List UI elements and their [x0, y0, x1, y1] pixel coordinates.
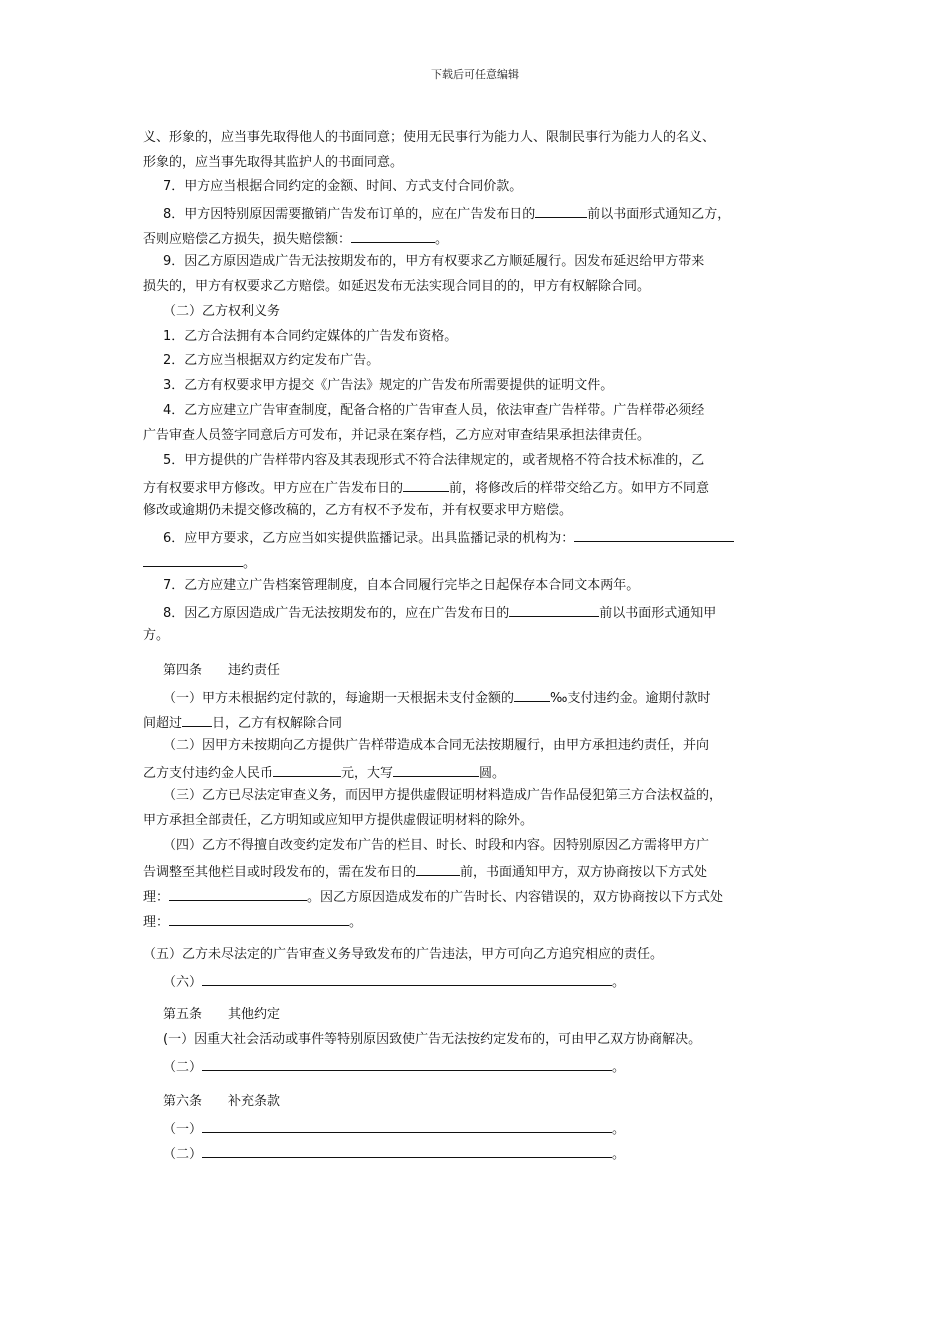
- paragraph-line: 间超过 日，乙方有权解除合同: [143, 712, 342, 733]
- clause-line: （一） 。: [163, 1118, 625, 1139]
- blank-field[interactable]: [169, 886, 307, 901]
- blank-field[interactable]: [169, 911, 349, 926]
- paragraph-line: 方有权要求甲方修改。甲方应在广告发布日的 前，将修改后的样带交给乙方。如甲方不同意: [143, 477, 709, 498]
- paragraph-line: 理： 。: [143, 911, 362, 932]
- blank-field[interactable]: [273, 762, 341, 777]
- paragraph-line: 形象的，应当事先取得其监护人的书面同意。: [143, 155, 404, 170]
- paragraph-line: 损失的，甲方有权要求乙方赔偿。如延迟发布无法实现合同目的的，甲方有权解除合同。: [143, 279, 651, 294]
- paragraph-line: 告调整至其他栏目或时段发布的，需在发布日的 前，书面通知甲方，双方协商按以下方式处: [143, 861, 707, 882]
- blank-field[interactable]: [202, 971, 612, 986]
- blank-field[interactable]: [574, 527, 734, 542]
- clause-line: （一）甲方未根据约定付款的，每逾期一天根据未支付金额的 ‰支付违约金。逾期付款时: [163, 687, 710, 708]
- clause-line: （三）乙方已尽法定审查义务，而因甲方提供虚假证明材料造成广告作品侵犯第三方合法权益的，: [163, 788, 723, 803]
- clause-line: （二） 。: [163, 1143, 625, 1164]
- clause-line: (一）因重大社会活动或事件等特别原因致使广告无法按约定发布的，可由甲乙双方协商解决。: [163, 1032, 702, 1047]
- blank-field[interactable]: [143, 552, 243, 567]
- paragraph-line: 理： 。因乙方原因造成发布的广告时长、内容错误的，双方协商按以下方式处: [143, 886, 723, 907]
- clause-line: （二）因甲方未按期向乙方提供广告样带造成本合同无法按期履行，由甲方承担违约责任，并向: [163, 738, 710, 753]
- clause-line: 4．乙方应建立广告审查制度，配备合格的广告审查人员，依法审查广告样带。广告样带必须经: [163, 403, 705, 418]
- blank-field[interactable]: [393, 762, 479, 777]
- blank-field[interactable]: [351, 228, 435, 243]
- blank-field[interactable]: [202, 1143, 612, 1158]
- article-heading: 第五条 其他约定: [163, 1007, 281, 1022]
- clause-line: 9．因乙方原因造成广告无法按期发布的，甲方有权要求乙方顺延履行。因发布延迟给甲方带来: [163, 254, 705, 269]
- clause-line: 7．甲方应当根据合同约定的金额、时间、方式支付合同价款。: [163, 179, 523, 194]
- blank-field[interactable]: [416, 861, 460, 876]
- clause-line: 7．乙方应建立广告档案管理制度，自本合同履行完毕之日起保存本合同文本两年。: [163, 578, 640, 593]
- paragraph-line: 方。: [143, 628, 170, 643]
- paragraph-line: 义、形象的，应当事先取得他人的书面同意；使用无民事行为能力人、限制民事行为能力人的名义、: [143, 130, 716, 145]
- paragraph-line: 修改或逾期仍未提交修改稿的，乙方有权不予发布，并有权要求甲方赔偿。: [143, 503, 573, 518]
- clause-line: （二） 。: [163, 1056, 625, 1077]
- section-heading: （二）乙方权利义务: [163, 304, 281, 319]
- clause-line: 8．因乙方原因造成广告无法按期发布的，应在广告发布日的 前以书面形式通知甲: [163, 602, 716, 623]
- blank-field[interactable]: [182, 712, 212, 727]
- blank-field[interactable]: [202, 1056, 612, 1071]
- article-heading: 第六条 补充条款: [163, 1094, 281, 1109]
- blank-field[interactable]: [403, 477, 449, 492]
- paragraph-line: 。: [143, 552, 256, 573]
- paragraph-line: （五）乙方未尽法定的广告审查义务导致发布的广告违法，甲方可向乙方追究相应的责任。: [143, 947, 664, 962]
- blank-field[interactable]: [535, 203, 587, 218]
- clause-line: 3．乙方有权要求甲方提交《广告法》规定的广告发布所需要提供的证明文件。: [163, 378, 614, 393]
- blank-field[interactable]: [509, 602, 599, 617]
- blank-field[interactable]: [202, 1118, 612, 1133]
- clause-line: 6．应甲方要求，乙方应当如实提供监播记录。出具监播记录的机构为：: [163, 527, 734, 548]
- clause-line: （四）乙方不得擅自改变约定发布广告的栏目、时长、时段和内容。因特别原因乙方需将甲方广: [163, 838, 710, 853]
- clause-line: 2．乙方应当根据双方约定发布广告。: [163, 353, 380, 368]
- paragraph-line: 乙方支付违约金人民币 元，大写 圆。: [143, 762, 505, 783]
- clause-line: （六） 。: [163, 971, 625, 992]
- paragraph-line: 广告审查人员签字同意后方可发布，并记录在案存档，乙方应对审查结果承担法律责任。: [143, 428, 651, 443]
- paragraph-line: 甲方承担全部责任，乙方明知或应知甲方提供虚假证明材料的除外。: [143, 813, 534, 828]
- clause-line: 8．甲方因特别原因需要撤销广告发布订单的，应在广告发布日的 前以书面形式通知乙方，: [163, 203, 730, 224]
- blank-field[interactable]: [514, 687, 550, 702]
- article-heading: 第四条 违约责任: [163, 663, 281, 678]
- clause-line: 5．甲方提供的广告样带内容及其表现形式不符合法律规定的，或者规格不符合技术标准的，乙: [163, 453, 705, 468]
- page-header: 下载后可任意编辑: [431, 68, 519, 81]
- clause-line: 1．乙方合法拥有本合同约定媒体的广告发布资格。: [163, 329, 458, 344]
- paragraph-line: 否则应赔偿乙方损失，损失赔偿额： 。: [143, 228, 448, 249]
